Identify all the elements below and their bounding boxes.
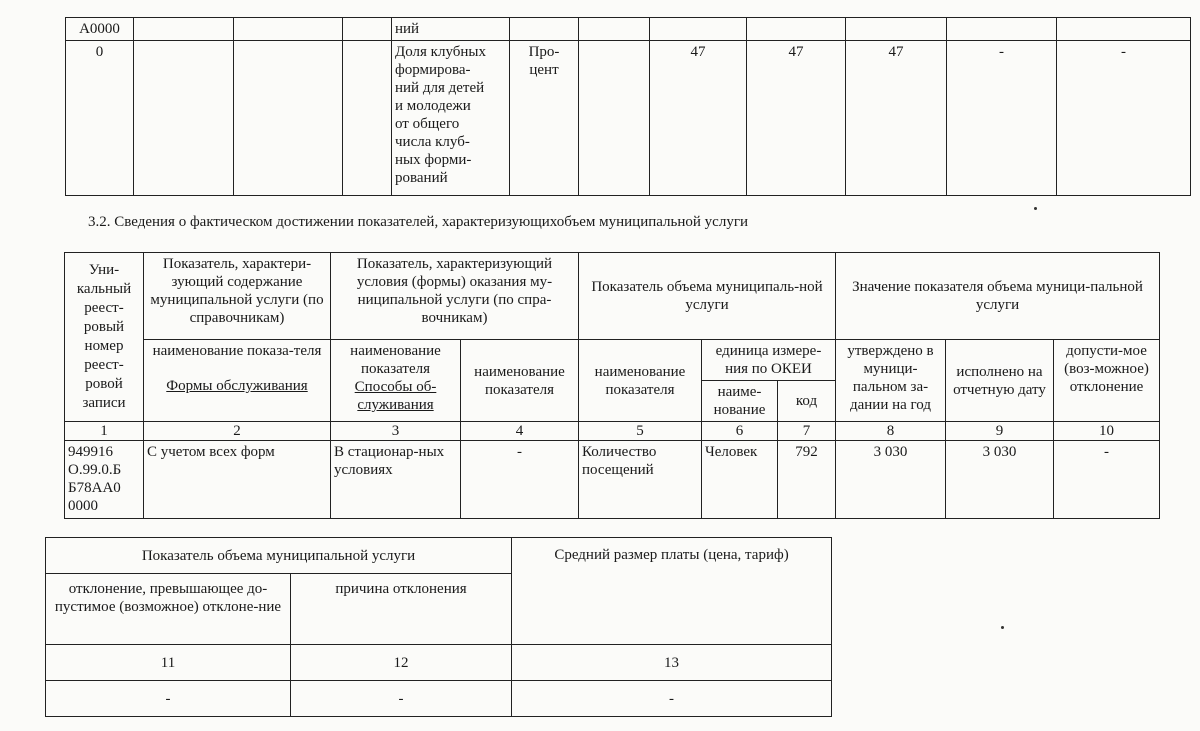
- value-executed: 47: [747, 41, 846, 196]
- record-code-part1: А0000: [66, 18, 134, 41]
- value-reason: -: [1057, 41, 1191, 196]
- row-volume-indicator: Количество посещений: [579, 441, 702, 519]
- record-code-part2: 0: [66, 41, 134, 196]
- row-service-method: В стационар-ных условиях: [331, 441, 461, 519]
- value-deviation: -: [947, 41, 1057, 196]
- column-number: 13: [512, 645, 832, 681]
- bottom-table: [45, 537, 832, 717]
- column-number: 4: [461, 422, 579, 441]
- bottom-col11-header: отклонение, превышающее до-пустимое (возможное) отклоне-ние: [46, 574, 291, 645]
- indicator-name: Доля клубных формирова- ний для детей и молодежи от общего числа клуб- ных форми- рований: [392, 41, 510, 196]
- column-number: 12: [291, 645, 512, 681]
- unit-name: Про- цент: [510, 41, 579, 196]
- bottom-value: -: [512, 681, 832, 717]
- column-number: 5: [579, 422, 702, 441]
- header-col5: наименование показателя: [579, 340, 702, 422]
- header-col6: наиме-нование: [702, 381, 778, 422]
- header-col10: допусти-мое (воз-можное) отклонение: [1054, 340, 1160, 422]
- header-col3: наименование показателя Способы об-служивания: [331, 340, 461, 422]
- row-unit-code: 792: [778, 441, 836, 519]
- row-deviation: -: [1054, 441, 1160, 519]
- header-okei-group: единица измере-ния по ОКЕИ: [702, 340, 836, 381]
- header-col7: код: [778, 381, 836, 422]
- column-number: 8: [836, 422, 946, 441]
- column-number: 11: [46, 645, 291, 681]
- row-col4: -: [461, 441, 579, 519]
- row-unit: Человек: [702, 441, 778, 519]
- column-number: 9: [946, 422, 1054, 441]
- column-number: 6: [702, 422, 778, 441]
- header-conditions-group: Показатель, характеризующий условия (формы) оказания му-ниципальной услуги (по спра-вочникам): [331, 253, 579, 340]
- header-col4: наименование показателя: [461, 340, 579, 422]
- header-volume-group: Показатель объема муниципаль-ной услуги: [579, 253, 836, 340]
- indicator-tail: ний: [392, 18, 510, 41]
- column-number: 10: [1054, 422, 1160, 441]
- column-number: 3: [331, 422, 461, 441]
- header-content-group: Показатель, характери-зующий содержание муниципальной услуги (по справочникам): [144, 253, 331, 340]
- row-executed: 3 030: [946, 441, 1054, 519]
- header-col9: исполнено на отчетную дату: [946, 340, 1054, 422]
- value-approved: 47: [650, 41, 747, 196]
- column-number: 7: [778, 422, 836, 441]
- record-code: 949916 О.99.0.Б Б78АА0 0000: [65, 441, 144, 519]
- header-col8: утверждено в муници-пальном за-дании на год: [836, 340, 946, 422]
- bottom-col12-header: причина отклонения: [291, 574, 512, 645]
- header-value-group: Значение показателя объема муници-пальной услуги: [836, 253, 1160, 340]
- bottom-volume-group: Показатель объема муниципальной услуги: [46, 538, 512, 574]
- row-service-form: С учетом всех форм: [144, 441, 331, 519]
- column-number: 2: [144, 422, 331, 441]
- main-table: [64, 252, 1160, 519]
- column-number: 1: [65, 422, 144, 441]
- speck: [1034, 207, 1037, 210]
- speck: [1001, 626, 1004, 629]
- top-table: [65, 17, 1191, 196]
- header-unique-number: Уни- кальный реест- ровый номер реест- ровой записи: [65, 253, 144, 422]
- bottom-value: -: [46, 681, 291, 717]
- bottom-price-header: Средний размер платы (цена, тариф): [512, 538, 832, 645]
- value-allowed: 47: [846, 41, 947, 196]
- section-title: 3.2. Сведения о фактическом достижении показателей, характеризующихобъем муниципальной услуги: [88, 214, 748, 230]
- header-col2: наименование показа-теля Формы обслуживания: [144, 340, 331, 422]
- bottom-value: -: [291, 681, 512, 717]
- row-approved: 3 030: [836, 441, 946, 519]
